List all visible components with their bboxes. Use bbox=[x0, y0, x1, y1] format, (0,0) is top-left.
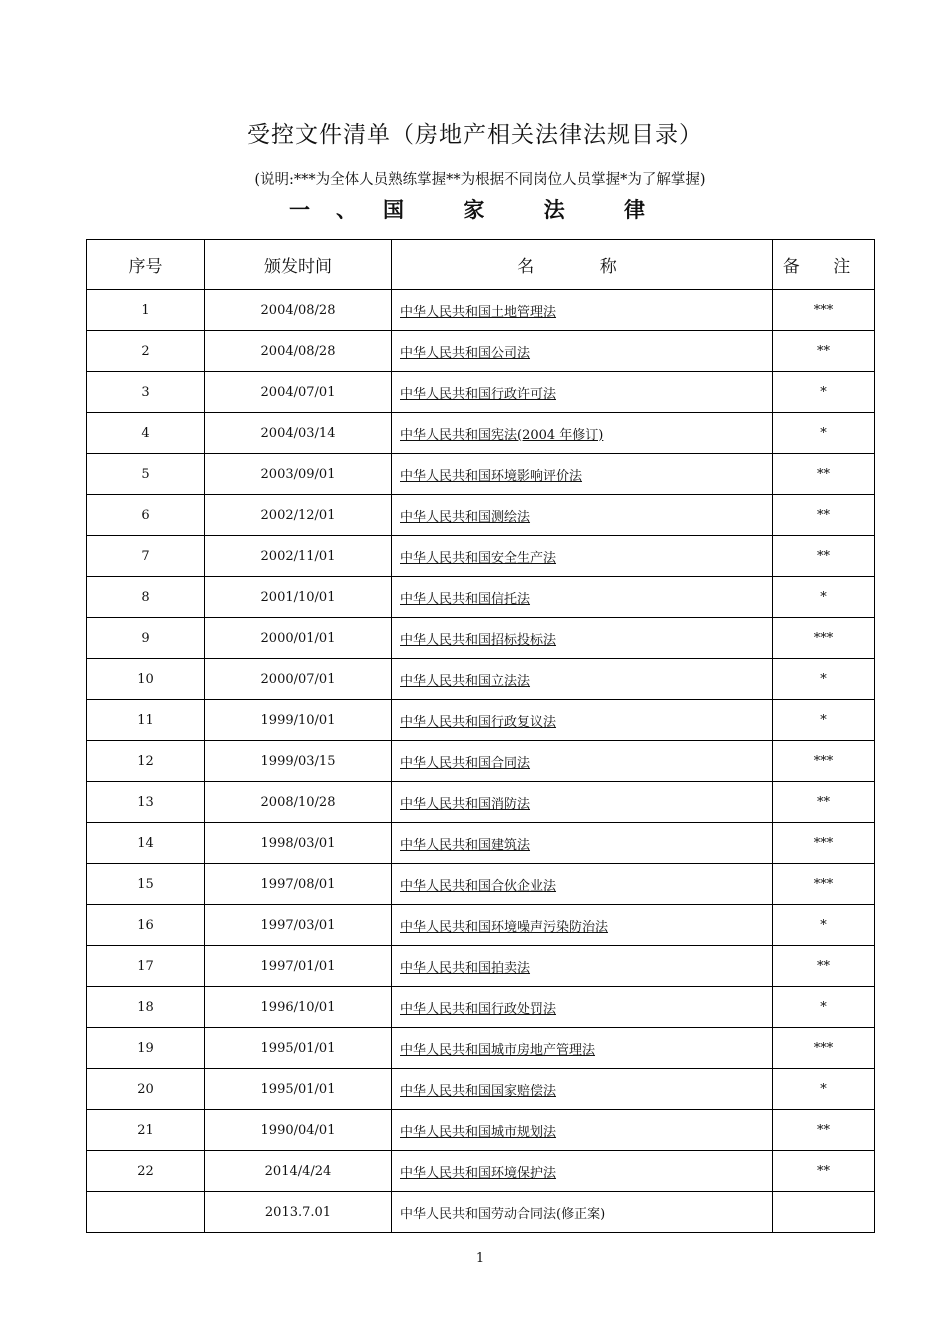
cell-mastery-level: *** bbox=[773, 864, 875, 905]
law-name-link[interactable]: 中华人民共和国环境保护法 bbox=[400, 1165, 557, 1181]
law-name-link[interactable]: 中华人民共和国合同法 bbox=[400, 755, 531, 771]
cell-mastery-level: *** bbox=[773, 618, 875, 659]
cell-mastery-level: ** bbox=[773, 1151, 875, 1192]
cell-mastery-level: *** bbox=[773, 823, 875, 864]
cell-serial-number: 6 bbox=[87, 495, 205, 536]
cell-serial-number: 17 bbox=[87, 946, 205, 987]
cell-issue-date: 2013.7.01 bbox=[205, 1192, 392, 1233]
cell-mastery-level: ** bbox=[773, 331, 875, 372]
cell-issue-date: 2000/07/01 bbox=[205, 659, 392, 700]
cell-law-name bbox=[392, 1110, 773, 1151]
law-name-link[interactable]: 中华人民共和国土地管理法 bbox=[400, 304, 557, 320]
section-title bbox=[0, 194, 950, 224]
cell-serial-number: 15 bbox=[87, 864, 205, 905]
cell-mastery-level: *** bbox=[773, 1028, 875, 1069]
table-row bbox=[87, 905, 875, 946]
cell-serial-number: 8 bbox=[87, 577, 205, 618]
law-name-link[interactable]: 中华人民共和国行政复议法 bbox=[400, 714, 557, 730]
law-name-link[interactable]: 中华人民共和国信托法 bbox=[400, 591, 531, 607]
cell-law-name bbox=[392, 700, 773, 741]
law-name-link[interactable]: 中华人民共和国行政许可法 bbox=[400, 386, 557, 402]
table-row bbox=[87, 536, 875, 577]
law-name-link[interactable]: 中华人民共和国国家赔偿法 bbox=[400, 1083, 557, 1099]
cell-law-name bbox=[392, 618, 773, 659]
mastery-level-note: (说明:***为全体人员熟练掌握**为根据不同岗位人员掌握*为了解掌握) bbox=[254, 172, 706, 188]
cell-issue-date: 1995/01/01 bbox=[205, 1069, 392, 1110]
table-row bbox=[87, 987, 875, 1028]
cell-issue-date: 1997/03/01 bbox=[205, 905, 392, 946]
cell-serial-number: 5 bbox=[87, 454, 205, 495]
table-row bbox=[87, 659, 875, 700]
cell-law-name bbox=[392, 331, 773, 372]
cell-mastery-level: ** bbox=[773, 946, 875, 987]
cell-serial-number: 19 bbox=[87, 1028, 205, 1069]
cell-law-name bbox=[392, 864, 773, 905]
cell-serial-number: 4 bbox=[87, 413, 205, 454]
table-row bbox=[87, 577, 875, 618]
table-row bbox=[87, 1069, 875, 1110]
cell-serial-number: 13 bbox=[87, 782, 205, 823]
table-row bbox=[87, 782, 875, 823]
table-row bbox=[87, 700, 875, 741]
law-name-link[interactable]: 中华人民共和国立法法 bbox=[400, 673, 531, 689]
cell-issue-date: 2000/01/01 bbox=[205, 618, 392, 659]
header-serial-number: 序号 bbox=[87, 240, 205, 290]
cell-mastery-level: * bbox=[773, 413, 875, 454]
cell-law-name bbox=[392, 290, 773, 331]
page-number: 1 bbox=[475, 1251, 485, 1266]
cell-serial-number: 20 bbox=[87, 1069, 205, 1110]
cell-serial-number: 7 bbox=[87, 536, 205, 577]
cell-mastery-level: * bbox=[773, 905, 875, 946]
cell-issue-date: 2002/12/01 bbox=[205, 495, 392, 536]
cell-issue-date: 2003/09/01 bbox=[205, 454, 392, 495]
table-body bbox=[87, 290, 875, 1233]
header-law-name-text: 名 称 bbox=[517, 257, 647, 277]
law-name-link[interactable]: 中华人民共和国环境影响评价法 bbox=[400, 468, 583, 484]
cell-issue-date: 2004/03/14 bbox=[205, 413, 392, 454]
cell-law-name bbox=[392, 823, 773, 864]
cell-law-name bbox=[392, 413, 773, 454]
table-row bbox=[87, 741, 875, 782]
table-row bbox=[87, 1110, 875, 1151]
header-remarks-text: 备 注 bbox=[782, 257, 865, 277]
table-row bbox=[87, 1028, 875, 1069]
table-row bbox=[87, 618, 875, 659]
cell-issue-date: 2004/08/28 bbox=[205, 290, 392, 331]
table-header-row bbox=[87, 240, 875, 290]
cell-law-name bbox=[392, 905, 773, 946]
cell-issue-date: 1998/03/01 bbox=[205, 823, 392, 864]
cell-issue-date: 1997/08/01 bbox=[205, 864, 392, 905]
table-row bbox=[87, 495, 875, 536]
cell-law-name bbox=[392, 1069, 773, 1110]
cell-law-name bbox=[392, 741, 773, 782]
law-name-link[interactable]: 中华人民共和国行政处罚法 bbox=[400, 1001, 557, 1017]
cell-law-name bbox=[392, 1192, 773, 1233]
cell-issue-date: 1996/10/01 bbox=[205, 987, 392, 1028]
cell-mastery-level: * bbox=[773, 1069, 875, 1110]
law-name-text: 中华人民共和国劳动合同法(修正案) bbox=[400, 1206, 606, 1222]
cell-serial-number: 1 bbox=[87, 290, 205, 331]
law-name-link[interactable]: 中华人民共和国宪法(2004 年修订) bbox=[400, 427, 604, 443]
cell-issue-date: 1995/01/01 bbox=[205, 1028, 392, 1069]
table-row bbox=[87, 372, 875, 413]
cell-issue-date: 1990/04/01 bbox=[205, 1110, 392, 1151]
cell-mastery-level: * bbox=[773, 577, 875, 618]
table-row bbox=[87, 290, 875, 331]
table-row bbox=[87, 823, 875, 864]
cell-mastery-level: *** bbox=[773, 741, 875, 782]
cell-law-name bbox=[392, 946, 773, 987]
cell-serial-number: 3 bbox=[87, 372, 205, 413]
cell-mastery-level: * bbox=[773, 700, 875, 741]
cell-law-name bbox=[392, 454, 773, 495]
cell-issue-date: 2014/4/24 bbox=[205, 1151, 392, 1192]
cell-law-name bbox=[392, 1151, 773, 1192]
cell-law-name bbox=[392, 1028, 773, 1069]
cell-serial-number: 22 bbox=[87, 1151, 205, 1192]
cell-serial-number: 21 bbox=[87, 1110, 205, 1151]
law-name-link[interactable]: 中华人民共和国城市房地产管理法 bbox=[400, 1042, 596, 1058]
cell-issue-date: 2008/10/28 bbox=[205, 782, 392, 823]
cell-mastery-level bbox=[773, 1192, 875, 1233]
law-name-link[interactable]: 中华人民共和国安全生产法 bbox=[400, 550, 557, 566]
table-row bbox=[87, 331, 875, 372]
cell-serial-number: 11 bbox=[87, 700, 205, 741]
cell-law-name bbox=[392, 659, 773, 700]
table-row bbox=[87, 1192, 875, 1233]
cell-law-name bbox=[392, 577, 773, 618]
cell-mastery-level: ** bbox=[773, 782, 875, 823]
table-row bbox=[87, 413, 875, 454]
cell-mastery-level: ** bbox=[773, 1110, 875, 1151]
cell-issue-date: 1999/10/01 bbox=[205, 700, 392, 741]
cell-issue-date: 2001/10/01 bbox=[205, 577, 392, 618]
cell-mastery-level: *** bbox=[773, 290, 875, 331]
document-title: 受控文件清单（房地产相关法律法规目录） bbox=[247, 122, 703, 148]
cell-serial-number: 16 bbox=[87, 905, 205, 946]
law-name-link[interactable]: 中华人民共和国建筑法 bbox=[400, 837, 531, 853]
cell-serial-number: 14 bbox=[87, 823, 205, 864]
header-law-name bbox=[392, 240, 773, 290]
law-name-link[interactable]: 中华人民共和国拍卖法 bbox=[400, 960, 531, 976]
cell-law-name bbox=[392, 782, 773, 823]
law-name-link[interactable]: 中华人民共和国环境噪声污染防治法 bbox=[400, 919, 609, 935]
table-row bbox=[87, 946, 875, 987]
table-row bbox=[87, 454, 875, 495]
law-name-link[interactable]: 中华人民共和国城市规划法 bbox=[400, 1124, 557, 1140]
cell-issue-date: 1999/03/15 bbox=[205, 741, 392, 782]
header-issue-date: 颁发时间 bbox=[205, 240, 392, 290]
section-title-text: 一、国 家 法 律 bbox=[289, 198, 671, 222]
cell-issue-date: 2004/08/28 bbox=[205, 331, 392, 372]
cell-mastery-level: ** bbox=[773, 536, 875, 577]
cell-mastery-level: * bbox=[773, 659, 875, 700]
cell-law-name bbox=[392, 495, 773, 536]
cell-law-name bbox=[392, 372, 773, 413]
cell-law-name bbox=[392, 536, 773, 577]
law-name-link[interactable]: 中华人民共和国合伙企业法 bbox=[400, 878, 557, 894]
cell-mastery-level: * bbox=[773, 372, 875, 413]
law-name-link[interactable]: 中华人民共和国招标投标法 bbox=[400, 632, 557, 648]
law-name-link[interactable]: 中华人民共和国公司法 bbox=[400, 345, 531, 361]
cell-serial-number bbox=[87, 1192, 205, 1233]
cell-serial-number: 18 bbox=[87, 987, 205, 1028]
table-row bbox=[87, 1151, 875, 1192]
laws-table bbox=[86, 239, 875, 1233]
cell-mastery-level: ** bbox=[773, 454, 875, 495]
cell-serial-number: 9 bbox=[87, 618, 205, 659]
cell-mastery-level: * bbox=[773, 987, 875, 1028]
table-row bbox=[87, 864, 875, 905]
law-name-link[interactable]: 中华人民共和国测绘法 bbox=[400, 509, 531, 525]
law-name-link[interactable]: 中华人民共和国消防法 bbox=[400, 796, 531, 812]
cell-serial-number: 10 bbox=[87, 659, 205, 700]
cell-serial-number: 2 bbox=[87, 331, 205, 372]
cell-serial-number: 12 bbox=[87, 741, 205, 782]
header-remarks bbox=[773, 240, 875, 290]
cell-law-name bbox=[392, 987, 773, 1028]
cell-issue-date: 1997/01/01 bbox=[205, 946, 392, 987]
cell-mastery-level: ** bbox=[773, 495, 875, 536]
cell-issue-date: 2002/11/01 bbox=[205, 536, 392, 577]
cell-issue-date: 2004/07/01 bbox=[205, 372, 392, 413]
